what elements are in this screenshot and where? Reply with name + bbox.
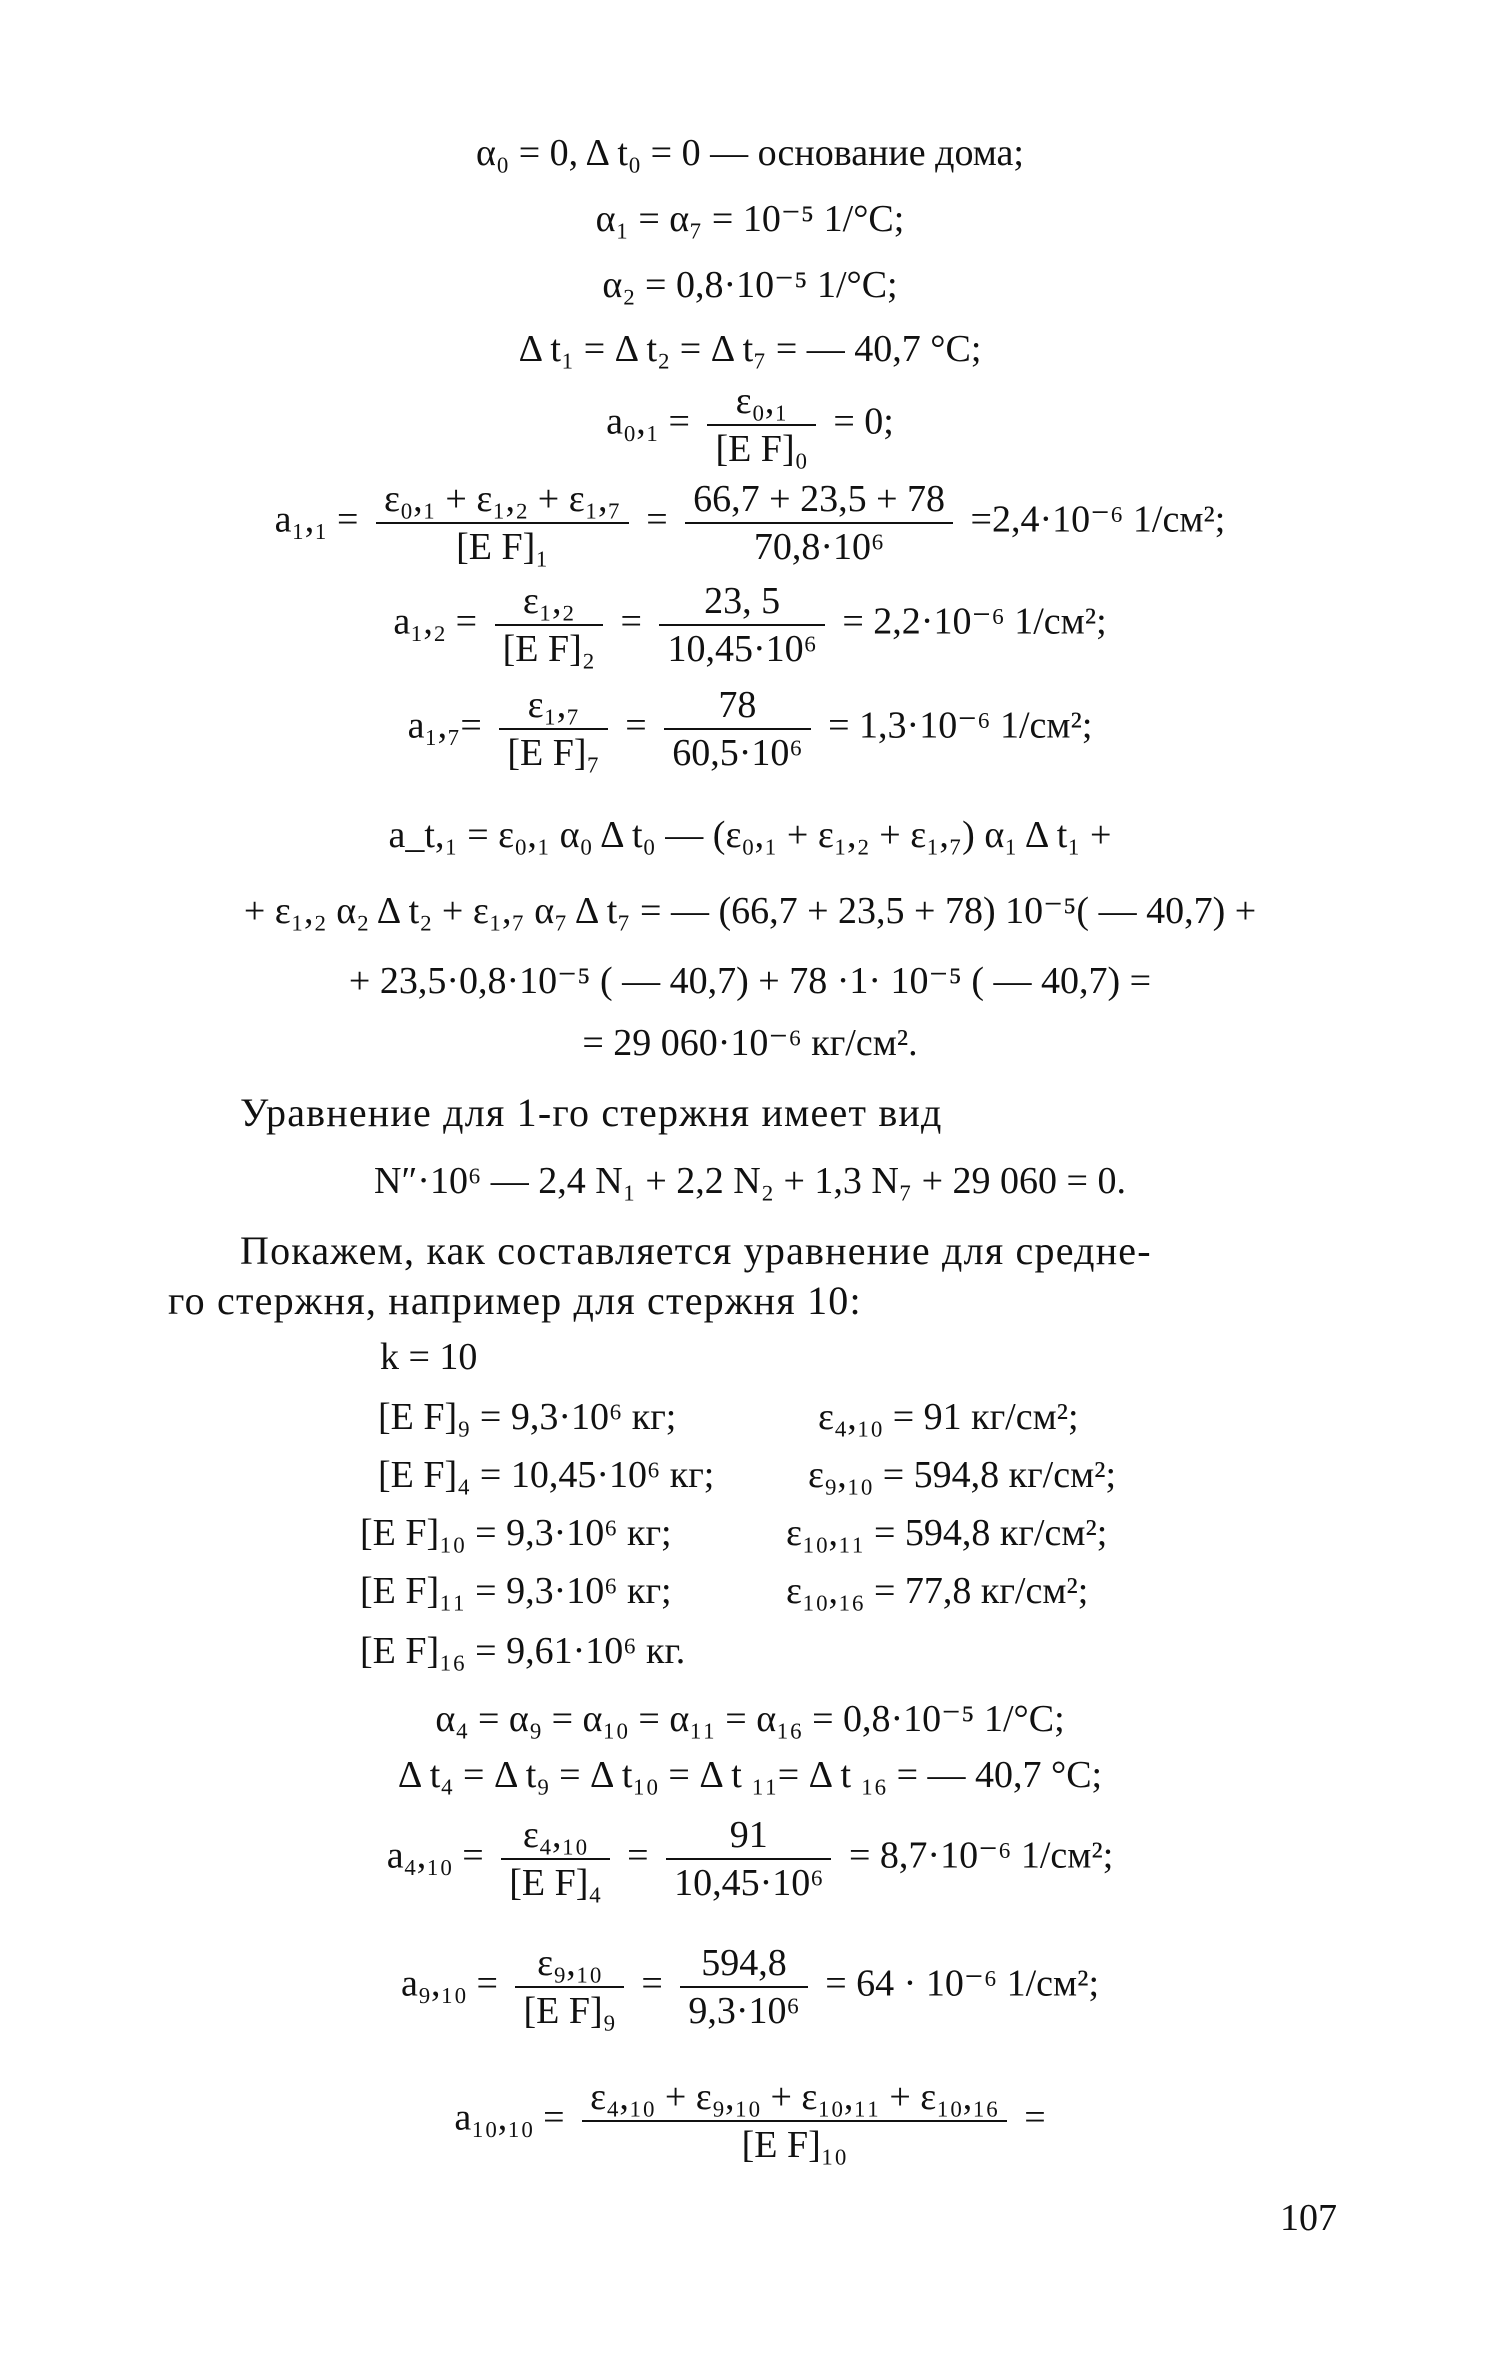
a17-numerator-numeric: 78 bbox=[664, 682, 810, 730]
equation-alpha2: α₂ = 0,8·10⁻⁵ 1/°C; bbox=[602, 264, 898, 306]
a11-numerator-numeric: 66,7 + 23,5 + 78 bbox=[685, 476, 953, 524]
a17-fraction-numeric bbox=[664, 682, 810, 776]
a01-fraction bbox=[707, 378, 815, 472]
a01-rhs: = 0; bbox=[833, 400, 894, 443]
paragraph-rod1-intro: Уравнение для 1-го стержня имеет вид bbox=[240, 1090, 943, 1135]
equation-a410: a₄,₁₀ = $\frac{\text{ε₄,₁₀}}{\text{[E F]₄}}$ = $\frac{91}{\text{10,45·10⁶}}$ = 8,7·10⁻⁶ 1/см²; bbox=[386, 1814, 1114, 1904]
a11-fraction-numeric bbox=[685, 476, 953, 570]
a910-denominator-symbolic: [E F]₉ bbox=[523, 1990, 616, 2032]
a1010-lhs: a₁₀,₁₀ = bbox=[454, 2096, 565, 2139]
a1010-numerator: ε₄,₁₀ + ε₉,₁₀ + ε₁₀,₁₁ + ε₁₀,₁₆ bbox=[582, 2074, 1007, 2122]
a11-lhs: a₁,₁ = bbox=[274, 498, 359, 541]
a410-denominator-symbolic: [E F]₄ bbox=[509, 1862, 602, 1904]
a12-numerator-numeric: 23, 5 bbox=[659, 578, 824, 626]
equation-at1-line2: + ε₁,₂ α₂ Δ t₂ + ε₁,₇ α₇ Δ t₇ = — (66,7 + 23,5 + 78) 10⁻⁵( — 40,7) + bbox=[243, 890, 1257, 932]
a12-denominator-numeric: 10,45·10⁶ bbox=[667, 628, 817, 670]
equation-a01 bbox=[0, 378, 1500, 472]
equation-a11: a₁,₁ = $\frac{\text{ε₀,₁ + ε₁,₂ + ε₁,₇}}{\text{[E F]₁}}$ = $\frac{66,7 + 23,5 + 78}{\text{70,8·10⁶}}$ =2,4·10⁻⁶ 1/см²; bbox=[274, 478, 1226, 568]
a11-denominator-numeric: 70,8·10⁶ bbox=[753, 526, 885, 568]
equation-a910: a₉,₁₀ = $\frac{\text{ε₉,₁₀}}{\text{[E F]₉}}$ = $\frac{594,8}{\text{9,3·10⁶}}$ = 64 · 10⁻⁶ 1/см²; bbox=[400, 1942, 1100, 2032]
a410-numerator-numeric: 91 bbox=[666, 1812, 831, 1860]
a17-denominator-numeric: 60,5·10⁶ bbox=[672, 732, 803, 774]
a17-fraction-symbolic bbox=[499, 682, 607, 776]
a11-numerator-symbolic: ε₀,₁ + ε₁,₂ + ε₁,₇ bbox=[376, 476, 629, 524]
a12-numerator-symbolic: ε₁,₂ bbox=[495, 578, 603, 626]
equation-at1-line1: a_t,₁ = ε₀,₁ α₀ Δ t₀ — (ε₀,₁ + ε₁,₂ + ε₁,₇) α₁ Δ t₁ + bbox=[388, 814, 1112, 856]
equation-rod1: N″·10⁶ — 2,4 N₁ + 2,2 N₂ + 1,3 N₇ + 29 060 = 0. bbox=[374, 1160, 1126, 1202]
a910-denominator-numeric: 9,3·10⁶ bbox=[688, 1990, 800, 2032]
a17-rhs: = 1,3·10⁻⁶ 1/см²; bbox=[828, 704, 1093, 747]
a1010-rhs: = bbox=[1024, 2096, 1046, 2139]
a12-fraction-symbolic bbox=[495, 578, 603, 672]
paragraph-middle-rod-line1: Покажем, как составляется уравнение для средне- bbox=[240, 1228, 1152, 1273]
ef-row-left: [E F]₄ = 10,45·10⁶ кг; bbox=[378, 1454, 715, 1496]
equation-delta-t-middle: Δ t₄ = Δ t₉ = Δ t₁₀ = Δ t ₁₁= Δ t ₁₆ = — 40,7 °C; bbox=[397, 1754, 1103, 1796]
equation-at1-line3: + 23,5·0,8·10⁻⁵ ( — 40,7) + 78 ·1· 10⁻⁵ ( — 40,7) = bbox=[348, 960, 1152, 1002]
a12-lhs: a₁,₂ = bbox=[393, 600, 478, 643]
a17-numerator-symbolic: ε₁,₇ bbox=[499, 682, 607, 730]
a11-rhs: =2,4·10⁻⁶ 1/см²; bbox=[970, 498, 1226, 541]
ef-row-right: ε₁₀,₁₆ = 77,8 кг/см²; bbox=[786, 1570, 1089, 1612]
a12-fraction-numeric bbox=[659, 578, 824, 672]
a1010-fraction bbox=[582, 2074, 1007, 2168]
equation-at1-line4: = 29 060·10⁻⁶ кг/см². bbox=[582, 1022, 918, 1064]
k-value: k = 10 bbox=[380, 1336, 478, 1378]
ef-row-right: ε₁₀,₁₁ = 594,8 кг/см²; bbox=[786, 1512, 1108, 1554]
a910-fraction-numeric bbox=[680, 1940, 807, 2034]
a17-denominator-symbolic: [E F]₇ bbox=[507, 732, 600, 774]
a01-denominator: [E F]₀ bbox=[715, 428, 808, 470]
paragraph-middle-rod-line2: го стержня, например для стержня 10: bbox=[168, 1278, 862, 1323]
a910-lhs: a₉,₁₀ = bbox=[400, 1962, 498, 2005]
a17-lhs: a₁,₇= bbox=[407, 704, 482, 747]
equation-alpha1: α₁ = α₇ = 10⁻⁵ 1/°C; bbox=[595, 198, 905, 240]
a910-numerator-numeric: 594,8 bbox=[680, 1940, 807, 1988]
equation-a12: a₁,₂ = $\frac{\text{ε₁,₂}}{\text{[E F]₂}}$ = $\frac{23, 5}{\text{10,45·10⁶}}$ = 2,2·10⁻⁶ 1/см²; bbox=[393, 580, 1107, 670]
a12-rhs: = 2,2·10⁻⁶ 1/см²; bbox=[842, 600, 1107, 643]
ef-row-right: ε₉,₁₀ = 594,8 кг/см²; bbox=[808, 1454, 1117, 1496]
a410-denominator-numeric: 10,45·10⁶ bbox=[674, 1862, 824, 1904]
ef16-line: [E F]₁₆ = 9,61·10⁶ кг. bbox=[360, 1630, 686, 1672]
equation-delta-t: Δ t₁ = Δ t₂ = Δ t₇ = — 40,7 °C; bbox=[518, 328, 982, 370]
a11-fraction-symbolic bbox=[376, 476, 629, 570]
a410-fraction-symbolic bbox=[501, 1812, 609, 1906]
equation-a1010 bbox=[0, 2074, 1500, 2168]
ef-row-left: [E F]₉ = 9,3·10⁶ кг; bbox=[378, 1396, 677, 1438]
ef-row-right: ε₄,₁₀ = 91 кг/см²; bbox=[818, 1396, 1079, 1438]
a910-rhs: = 64 · 10⁻⁶ 1/см²; bbox=[825, 1962, 1100, 2005]
a12-denominator-symbolic: [E F]₂ bbox=[502, 628, 596, 670]
a410-numerator-symbolic: ε₄,₁₀ bbox=[501, 1812, 609, 1860]
a11-denominator-symbolic: [E F]₁ bbox=[456, 526, 549, 568]
equation-a17: a₁,₇= $\frac{\text{ε₁,₇}}{\text{[E F]₇}}$ = $\frac{78}{\text{60,5·10⁶}}$ = 1,3·10⁻⁶ 1/см²; bbox=[407, 684, 1093, 774]
equation-alpha0: α₀ = 0, Δ t₀ = 0 — основание дома; bbox=[476, 132, 1024, 174]
a1010-denominator: [E F]₁₀ bbox=[741, 2124, 848, 2166]
equation-alpha-middle: α₄ = α₉ = α₁₀ = α₁₁ = α₁₆ = 0,8·10⁻⁵ 1/°C; bbox=[435, 1698, 1065, 1740]
a910-numerator-symbolic: ε₉,₁₀ bbox=[515, 1940, 623, 1988]
a410-fraction-numeric bbox=[666, 1812, 831, 1906]
a910-fraction-symbolic bbox=[515, 1940, 623, 2034]
ef-row-left: [E F]₁₀ = 9,3·10⁶ кг; bbox=[360, 1512, 672, 1554]
ef-row-left: [E F]₁₁ = 9,3·10⁶ кг; bbox=[360, 1570, 672, 1612]
a410-rhs: = 8,7·10⁻⁶ 1/см²; bbox=[848, 1834, 1114, 1877]
a410-lhs: a₄,₁₀ = bbox=[386, 1834, 484, 1877]
a01-lhs: a₀,₁ = bbox=[606, 400, 690, 443]
a01-numerator: ε₀,₁ bbox=[707, 378, 815, 426]
page-number: 107 bbox=[1280, 2197, 1337, 2239]
